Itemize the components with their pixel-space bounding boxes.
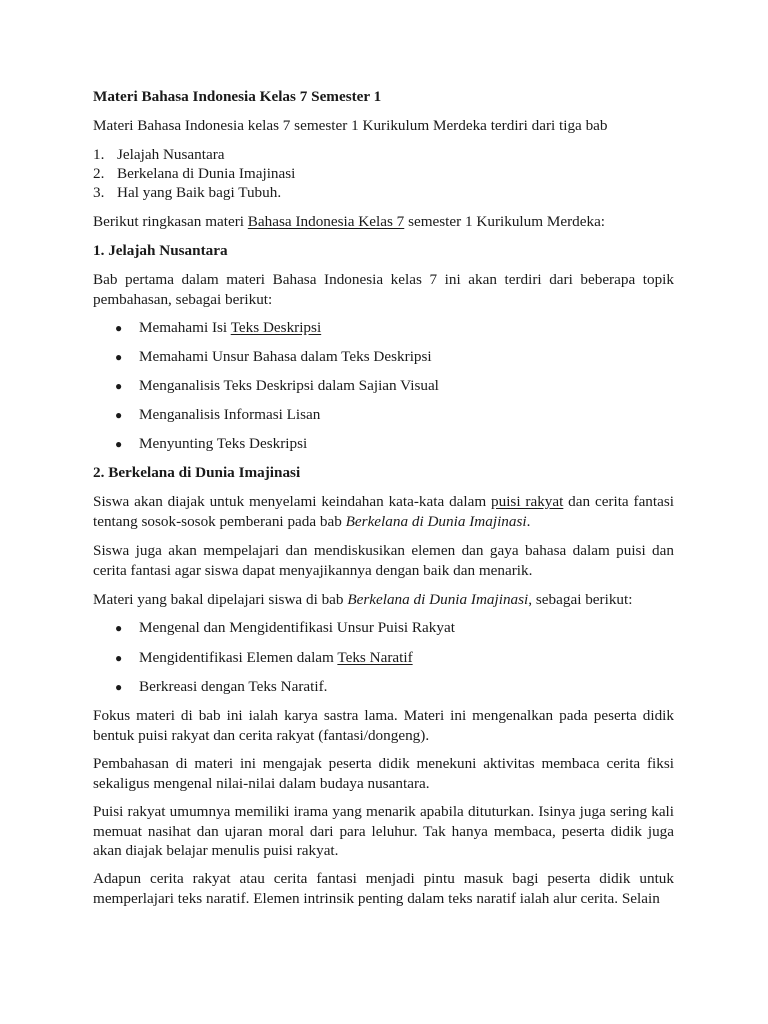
- intro-paragraph: Materi Bahasa Indonesia kelas 7 semester 1 Kurikulum Merdeka terdiri dari tiga bab: [93, 117, 608, 134]
- list-item-text: Mengidentifikasi Elemen dalam: [139, 649, 338, 666]
- section2-paragraph-3: [93, 590, 674, 610]
- puisi-rakyat-link[interactable]: puisi rakyat: [491, 493, 564, 510]
- bullet-icon: ●: [115, 680, 123, 694]
- paragraph-text: Siswa akan diajak untuk menyelami keindahan kata-kata dalam: [93, 493, 492, 510]
- chapter-item: [93, 164, 295, 184]
- list-item-text: Menganalisis Teks Deskripsi dalam Sajian Visual: [139, 377, 439, 394]
- paragraph-text: dan cerita fantasi tentang sosok-sosok pemberani pada bab: [93, 493, 674, 530]
- paragraph-text: Materi yang bakal dipelajari siswa di bab: [93, 591, 348, 608]
- list-item: [115, 618, 455, 639]
- summary-link[interactable]: Bahasa Indonesia Kelas 7: [247, 213, 405, 230]
- italic-title: Berkelana di Dunia Imajinasi: [347, 591, 529, 608]
- chapter-number: 1.: [93, 146, 105, 163]
- chapter-number: 3.: [93, 184, 105, 201]
- section-heading-1: 1. Jelajah Nusantara: [93, 242, 228, 259]
- section-heading-2: 2. Berkelana di Dunia Imajinasi: [93, 464, 301, 481]
- bullet-icon: ●: [115, 651, 123, 665]
- list-item-text: Menganalisis Informasi Lisan: [139, 406, 321, 423]
- chapter-label: Hal yang Baik bagi Tubuh.: [117, 184, 282, 201]
- section2-paragraph-2: Siswa juga akan mempelajari dan mendiskusikan elemen dan gaya bahasa dalam puisi dan cerita fantasi agar siswa dapat menyajikannya dengan baik dan menarik.: [93, 542, 674, 579]
- list-item-text: Mengenal dan Mengidentifikasi Unsur Puisi Rakyat: [139, 619, 455, 636]
- list-item: [115, 648, 413, 669]
- list-item: [115, 677, 327, 698]
- list-item: [115, 434, 307, 455]
- section2-paragraph-4: Fokus materi di bab ini ialah karya sastra lama. Materi ini mengenalkan pada peserta didik bentuk puisi rakyat dan cerita rakyat (fantasi/dongeng).: [93, 707, 674, 744]
- list-item-text: Berkreasi dengan Teks Naratif.: [139, 678, 328, 695]
- bullet-icon: ●: [115, 321, 123, 335]
- list-item-text: Memahami Isi: [139, 319, 231, 336]
- section1-intro: Bab pertama dalam materi Bahasa Indonesia kelas 7 ini akan terdiri dari beberapa topik pembahasan, sebagai berikut:: [93, 271, 674, 308]
- bullet-icon: ●: [115, 437, 123, 451]
- paragraph-text: .: [526, 512, 531, 530]
- bullet-icon: ●: [115, 379, 123, 393]
- bullet-icon: ●: [115, 408, 123, 422]
- chapter-label: Berkelana di Dunia Imajinasi: [117, 165, 296, 182]
- summary-text-end: semester 1 Kurikulum Merdeka:: [404, 213, 606, 230]
- chapter-label: Jelajah Nusantara: [117, 146, 225, 163]
- summary-paragraph: [93, 212, 674, 232]
- italic-title: Berkelana di Dunia Imajinasi: [345, 512, 527, 530]
- list-item: [115, 405, 320, 426]
- section2-paragraph-1: [93, 492, 674, 531]
- document-page: [93, 0, 674, 1024]
- list-item-text: Memahami Unsur Bahasa dalam Teks Deskripsi: [139, 348, 432, 365]
- chapter-number: 2.: [93, 165, 105, 182]
- chapter-item: [93, 183, 281, 203]
- summary-text: Berikut ringkasan materi: [93, 213, 248, 230]
- section2-paragraph-5: Pembahasan di materi ini mengajak peserta didik menekuni aktivitas membaca cerita fiksi sekaligus mengenal nilai-nilai dalam budaya nusantara.: [93, 755, 674, 792]
- chapter-item: [93, 145, 225, 165]
- teks-naratif-link[interactable]: Teks Naratif: [337, 649, 413, 666]
- bullet-icon: ●: [115, 350, 123, 364]
- bullet-icon: ●: [115, 621, 123, 635]
- list-item-text: Menyunting Teks Deskripsi: [139, 435, 308, 452]
- section2-paragraph-7: Adapun cerita rakyat atau cerita fantasi menjadi pintu masuk bagi peserta didik untuk memperlajari teks naratif. Elemen intrinsik penting dalam teks naratif ialah alur cerita. Selain: [93, 870, 674, 907]
- list-item: [115, 318, 321, 339]
- list-item: [115, 376, 439, 397]
- document-title: Materi Bahasa Indonesia Kelas 7 Semester 1: [93, 88, 382, 105]
- teks-deskripsi-link[interactable]: Teks Deskripsi: [230, 319, 322, 336]
- paragraph-text: , sebagai berikut:: [528, 591, 633, 608]
- section2-paragraph-6: Puisi rakyat umumnya memiliki irama yang menarik apabila dituturkan. Isinya juga sering kali memuat nasihat dan ujaran moral dari para leluhur. Tak hanya membaca, peserta didik juga akan diajak belajar menulis puisi rakyat.: [93, 803, 674, 859]
- list-item: [115, 347, 432, 368]
